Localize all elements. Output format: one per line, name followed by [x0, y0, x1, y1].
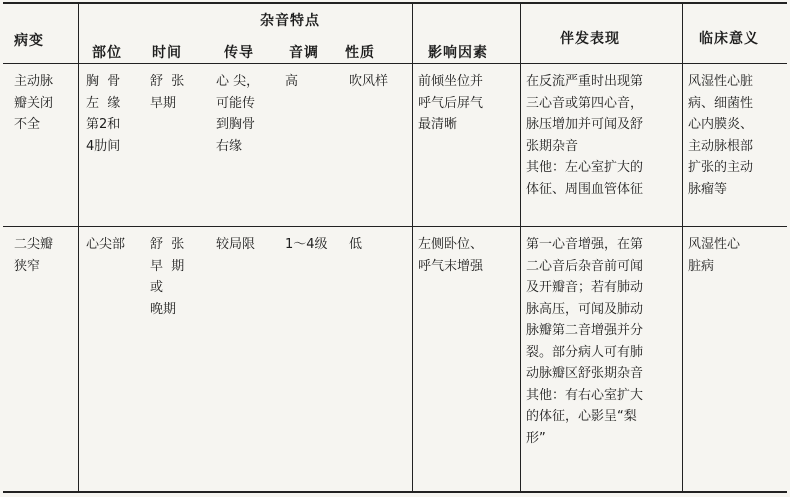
- header-radiation: 传导: [224, 45, 254, 61]
- header-quality: 性质: [345, 45, 375, 61]
- table-top-rule: [3, 2, 787, 4]
- table-cell-lesion: 二尖瓣 狭窄: [14, 237, 54, 274]
- header-factors: 影响因素: [428, 45, 488, 61]
- table-cell-clinical: 风湿性心 脏病: [688, 237, 741, 274]
- table-cell-quality: 吹风样: [349, 74, 389, 89]
- column-divider-lesion: [78, 4, 79, 491]
- table-cell-accompanying: 在反流严重时出现第 三心音或第四心音， 脉压增加并可闻及舒 张期杂音 其他：左心室扩大的 体征、周围血管体征: [526, 74, 644, 197]
- header-murmur-group: 杂音特点: [260, 13, 320, 29]
- table-cell-timing: 舒 张 早期: [150, 74, 185, 111]
- table-cell-pitch: 高: [285, 74, 299, 89]
- table-cell-factors: 左侧卧位、 呼气末增强: [418, 237, 484, 274]
- header-lesion: 病变: [14, 33, 44, 49]
- table-cell-factors: 前倾坐位并 呼气后屏气 最清晰: [418, 74, 484, 132]
- header-pitch: 音调: [289, 45, 319, 61]
- table-cell-quality: 低: [349, 237, 363, 252]
- table-cell-radiation: 较局限: [216, 237, 256, 252]
- header-clinical: 临床意义: [699, 31, 759, 47]
- table-bottom-rule: [3, 491, 787, 493]
- column-divider-factors: [412, 4, 413, 491]
- header-timing: 时间: [152, 45, 182, 61]
- header-location: 部位: [92, 45, 122, 61]
- header-bottom-rule: [3, 63, 787, 64]
- row-divider: [3, 226, 787, 227]
- table-cell-location: 心尖部: [86, 237, 126, 252]
- table-cell-radiation: 心 尖， 可能传 到胸骨 右缘: [216, 74, 260, 154]
- column-divider-clinical: [682, 4, 683, 491]
- table-cell-accompanying: 第一心音增强，在第 二心音后杂音前可闻 及开瓣音；若有肺动 脉高压，可闻及肺动 脉瓣第二音增强并分 裂。部分病人可有肺 动脉瓣区舒张期杂音 其他：有右心室扩大 的体征，心影呈“梨 形”: [526, 237, 644, 446]
- column-divider-accompanying: [520, 4, 521, 491]
- header-accompanying: 伴发表现: [560, 31, 620, 47]
- table-cell-clinical: 风湿性心脏 病、细菌性 心内膜炎、 主动脉根部 扩张的主动 脉瘤等: [688, 74, 754, 197]
- table-cell-timing: 舒 张 早 期 或 晚期: [150, 237, 185, 317]
- table-cell-location: 胸 骨 左 缘 第2和 4肋间: [86, 74, 121, 154]
- table-cell-pitch: 1～4级: [285, 237, 328, 252]
- table-cell-lesion: 主动脉 瓣关闭 不全: [14, 74, 54, 132]
